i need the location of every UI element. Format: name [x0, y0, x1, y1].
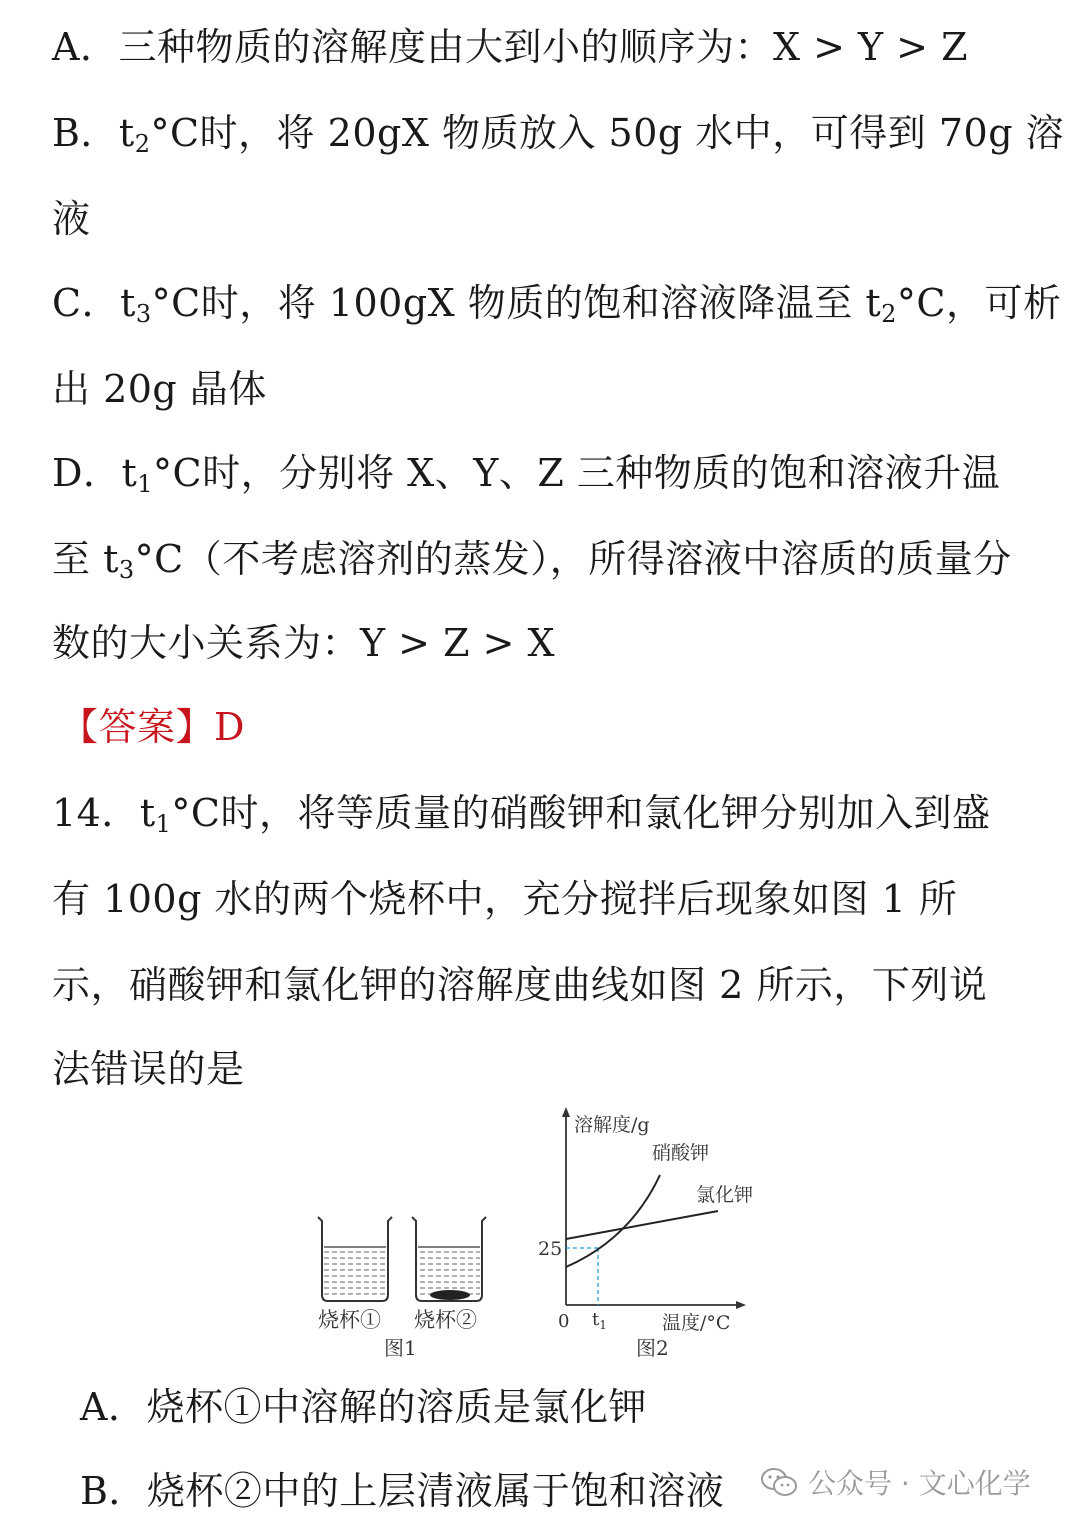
series-kno3-line [566, 1175, 660, 1267]
series-kcl-label: 氯化钾 [696, 1184, 754, 1206]
solubility-chart [538, 1107, 753, 1360]
option-d-prev-line3: 数的大小关系为：Y > Z > X [52, 621, 556, 665]
option-d-prev-line2: 至 t3°C（不考虑溶剂的蒸发），所得溶液中溶质的质量分 [52, 537, 1012, 584]
option-d-prev-line1: D．t1°C时，分别将 X、Y、Z 三种物质的饱和溶液升温 [52, 451, 1001, 498]
y-axis-label: 溶解度/g [574, 1114, 650, 1136]
series-kcl-line [566, 1211, 718, 1239]
question-14-line4: 法错误的是 [52, 1047, 245, 1091]
x-axis-arrow [736, 1301, 746, 1309]
beaker-2 [412, 1217, 486, 1301]
x-tick-t1: $t_1$ [592, 1309, 607, 1332]
option-c-prev-line2: 出 20g 晶体 [52, 367, 267, 411]
question-14-line1: 14．t1°C时，将等质量的硝酸钾和氯化钾分别加入到盛 [52, 791, 991, 838]
option-b-prev-line1: B．t2°C时，将 20gX 物质放入 50g 水中，可得到 70g 溶 [52, 111, 1065, 158]
x-axis-label: 温度/°C [662, 1312, 731, 1334]
beaker-2-label: 烧杯② [414, 1308, 477, 1332]
option-b-prev-line2: 液 [52, 197, 91, 241]
watermark [760, 1462, 1060, 1502]
answer-label: 【答案】D [60, 705, 245, 749]
y-tick-25: 25 [538, 1238, 563, 1260]
figure-1-caption: 图1 [384, 1336, 417, 1360]
figure-area [300, 1105, 780, 1370]
wechat-icon [760, 1467, 798, 1497]
question-14-line2: 有 100g 水的两个烧杯中，充分搅拌后现象如图 1 所 [52, 877, 958, 921]
beaker-1-label: 烧杯① [318, 1308, 381, 1332]
figure-2-caption: 图2 [636, 1336, 669, 1360]
origin-label: 0 [558, 1311, 570, 1332]
option-c-prev-line1: C．t3°C时，将 100gX 物质的饱和溶液降温至 t2°C，可析 [52, 281, 1062, 328]
option-a-prev: A．三种物质的溶解度由大到小的顺序为：X > Y > Z [52, 25, 968, 69]
question-14-line3: 示，硝酸钾和氯化钾的溶解度曲线如图 2 所示，下列说 [52, 963, 988, 1007]
option-a-q14: A．烧杯①中溶解的溶质是氯化钾 [80, 1385, 647, 1429]
series-kno3-label: 硝酸钾 [652, 1142, 710, 1164]
beaker-2-sediment [430, 1290, 470, 1300]
watermark-text: 公众号 · 文心化学 [808, 1467, 1031, 1500]
option-b-q14: B．烧杯②中的上层清液属于饱和溶液 [80, 1469, 725, 1513]
beaker-1 [318, 1217, 392, 1301]
y-axis-arrow [562, 1107, 570, 1117]
figure-svg [300, 1105, 780, 1370]
